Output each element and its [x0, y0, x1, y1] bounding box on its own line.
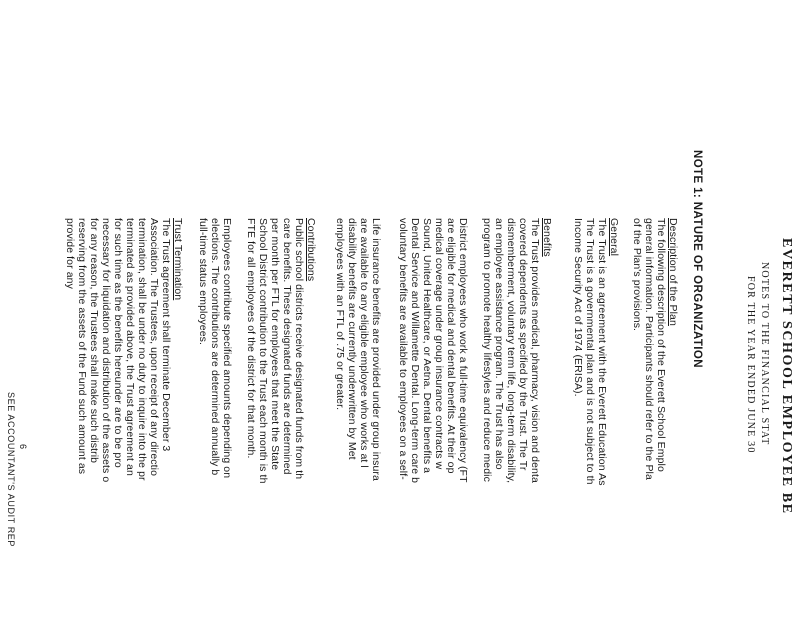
footer-audit-report-note: SEE ACCOUNTANT'S AUDIT REP	[6, 392, 16, 548]
employee-contributions-line: full-time status employees.	[197, 218, 209, 345]
eligibility-line: are eligible for medical and dental benefits. At their op	[445, 218, 457, 474]
eligibility-line: Dental Service and Willamette Dental. Long-term care b	[409, 218, 421, 484]
section-heading-benefits: Benefits	[541, 218, 553, 257]
note-heading: NOTE 1: NATURE OF ORGANIZATION	[691, 150, 703, 368]
general-line: The Trust is an agreement with the Everett Education As	[596, 218, 608, 486]
contributions-line: School District contribution to the Trust each month is th	[257, 218, 269, 484]
section-heading-contributions: Contributions	[305, 218, 317, 282]
trust-termination-line: provide for any	[64, 218, 76, 289]
section-heading-trust-termination: Trust Termination	[172, 218, 184, 301]
section-heading-general: General	[608, 218, 620, 257]
trust-termination-line: for such time as the benefits hereunder are to be pro	[112, 218, 124, 468]
life-insurance-line: disability benefits are currently underwritten by Met	[346, 218, 358, 460]
trust-termination-line: The Trust agreement shall terminate December 3	[160, 218, 172, 452]
contributions-line: per month per FTL for employees that meet the State	[269, 218, 281, 471]
employee-contributions-line: Employees contribute specified amounts depending on	[221, 218, 233, 479]
description-line: The following description of the Everett School Emplo	[655, 218, 667, 472]
trust-termination-line: terminated as provided above, the Trust agreement an	[124, 218, 136, 476]
life-insurance-line: Life insurance benefits are provided under group insura	[370, 218, 382, 481]
eligibility-line: District employees who work a full-time equivalency (FT	[457, 218, 469, 483]
description-line: of the Plan's provisions.	[631, 218, 643, 332]
general-line: The Trust is a governmental plan and is not subject to th	[584, 218, 596, 485]
trust-termination-line: Association. The Trustees, upon receipt of any directio	[148, 218, 160, 477]
trust-termination-line: reserving from the assets of the Fund such amount as	[76, 218, 88, 475]
contributions-line: FTE for all employees of the district for that month.	[245, 218, 257, 459]
eligibility-line: voluntary benefits are available to employees on a self-	[397, 218, 409, 480]
document-subtitle-line-1: NOTES TO THE FINANCIAL STAT	[759, 262, 770, 446]
trust-termination-line: for any reason, the Trustees shall make such distrib	[88, 218, 100, 464]
document-title: EVERETT SCHOOL EMPLOYEE BE	[779, 238, 794, 515]
benefits-line: The Trust provides medical, pharmacy, vision and denta	[529, 218, 541, 483]
life-insurance-line: employees with an FTL of .75 or greater.	[334, 218, 346, 411]
document-subtitle-line-2: FOR THE YEAR ENDED JUNE 30	[745, 276, 756, 454]
benefits-line: program to promote healthy lifestyles and reduce medic	[481, 218, 493, 482]
benefits-line: an employee assistance program. The Trust has also	[493, 218, 505, 470]
benefits-line: dismemberment, voluntary term life, long-term disability,	[505, 218, 517, 484]
footer-page-number: 6	[18, 444, 28, 450]
eligibility-line: Sound, United Healthcare, or Aetna. Dental benefits a	[421, 218, 433, 474]
description-line: general information. Participants should refer to the Pla	[643, 218, 655, 480]
benefits-line: covered dependents as specified by the Trust. The Tr	[517, 218, 529, 471]
contributions-line: Public school districts receive designated funds from th	[293, 218, 305, 480]
employee-contributions-line: elections. The contributions are determined annually b	[209, 218, 221, 476]
contributions-line: care benefits. These designated funds are determined	[281, 218, 293, 475]
section-heading-description: Description of the Plan	[667, 218, 679, 326]
general-line: Income Security Act of 1974 (ERISA).	[572, 218, 584, 397]
trust-termination-line: necessary for liquidation and distribution of the assets o	[100, 218, 112, 483]
life-insurance-line: are available to any eligible employee who works at l	[358, 218, 370, 468]
eligibility-line: medical coverage under group insurance contracts w	[433, 218, 445, 470]
trust-termination-line: termination, shall be under no duty to inquire into the pr	[136, 218, 148, 481]
